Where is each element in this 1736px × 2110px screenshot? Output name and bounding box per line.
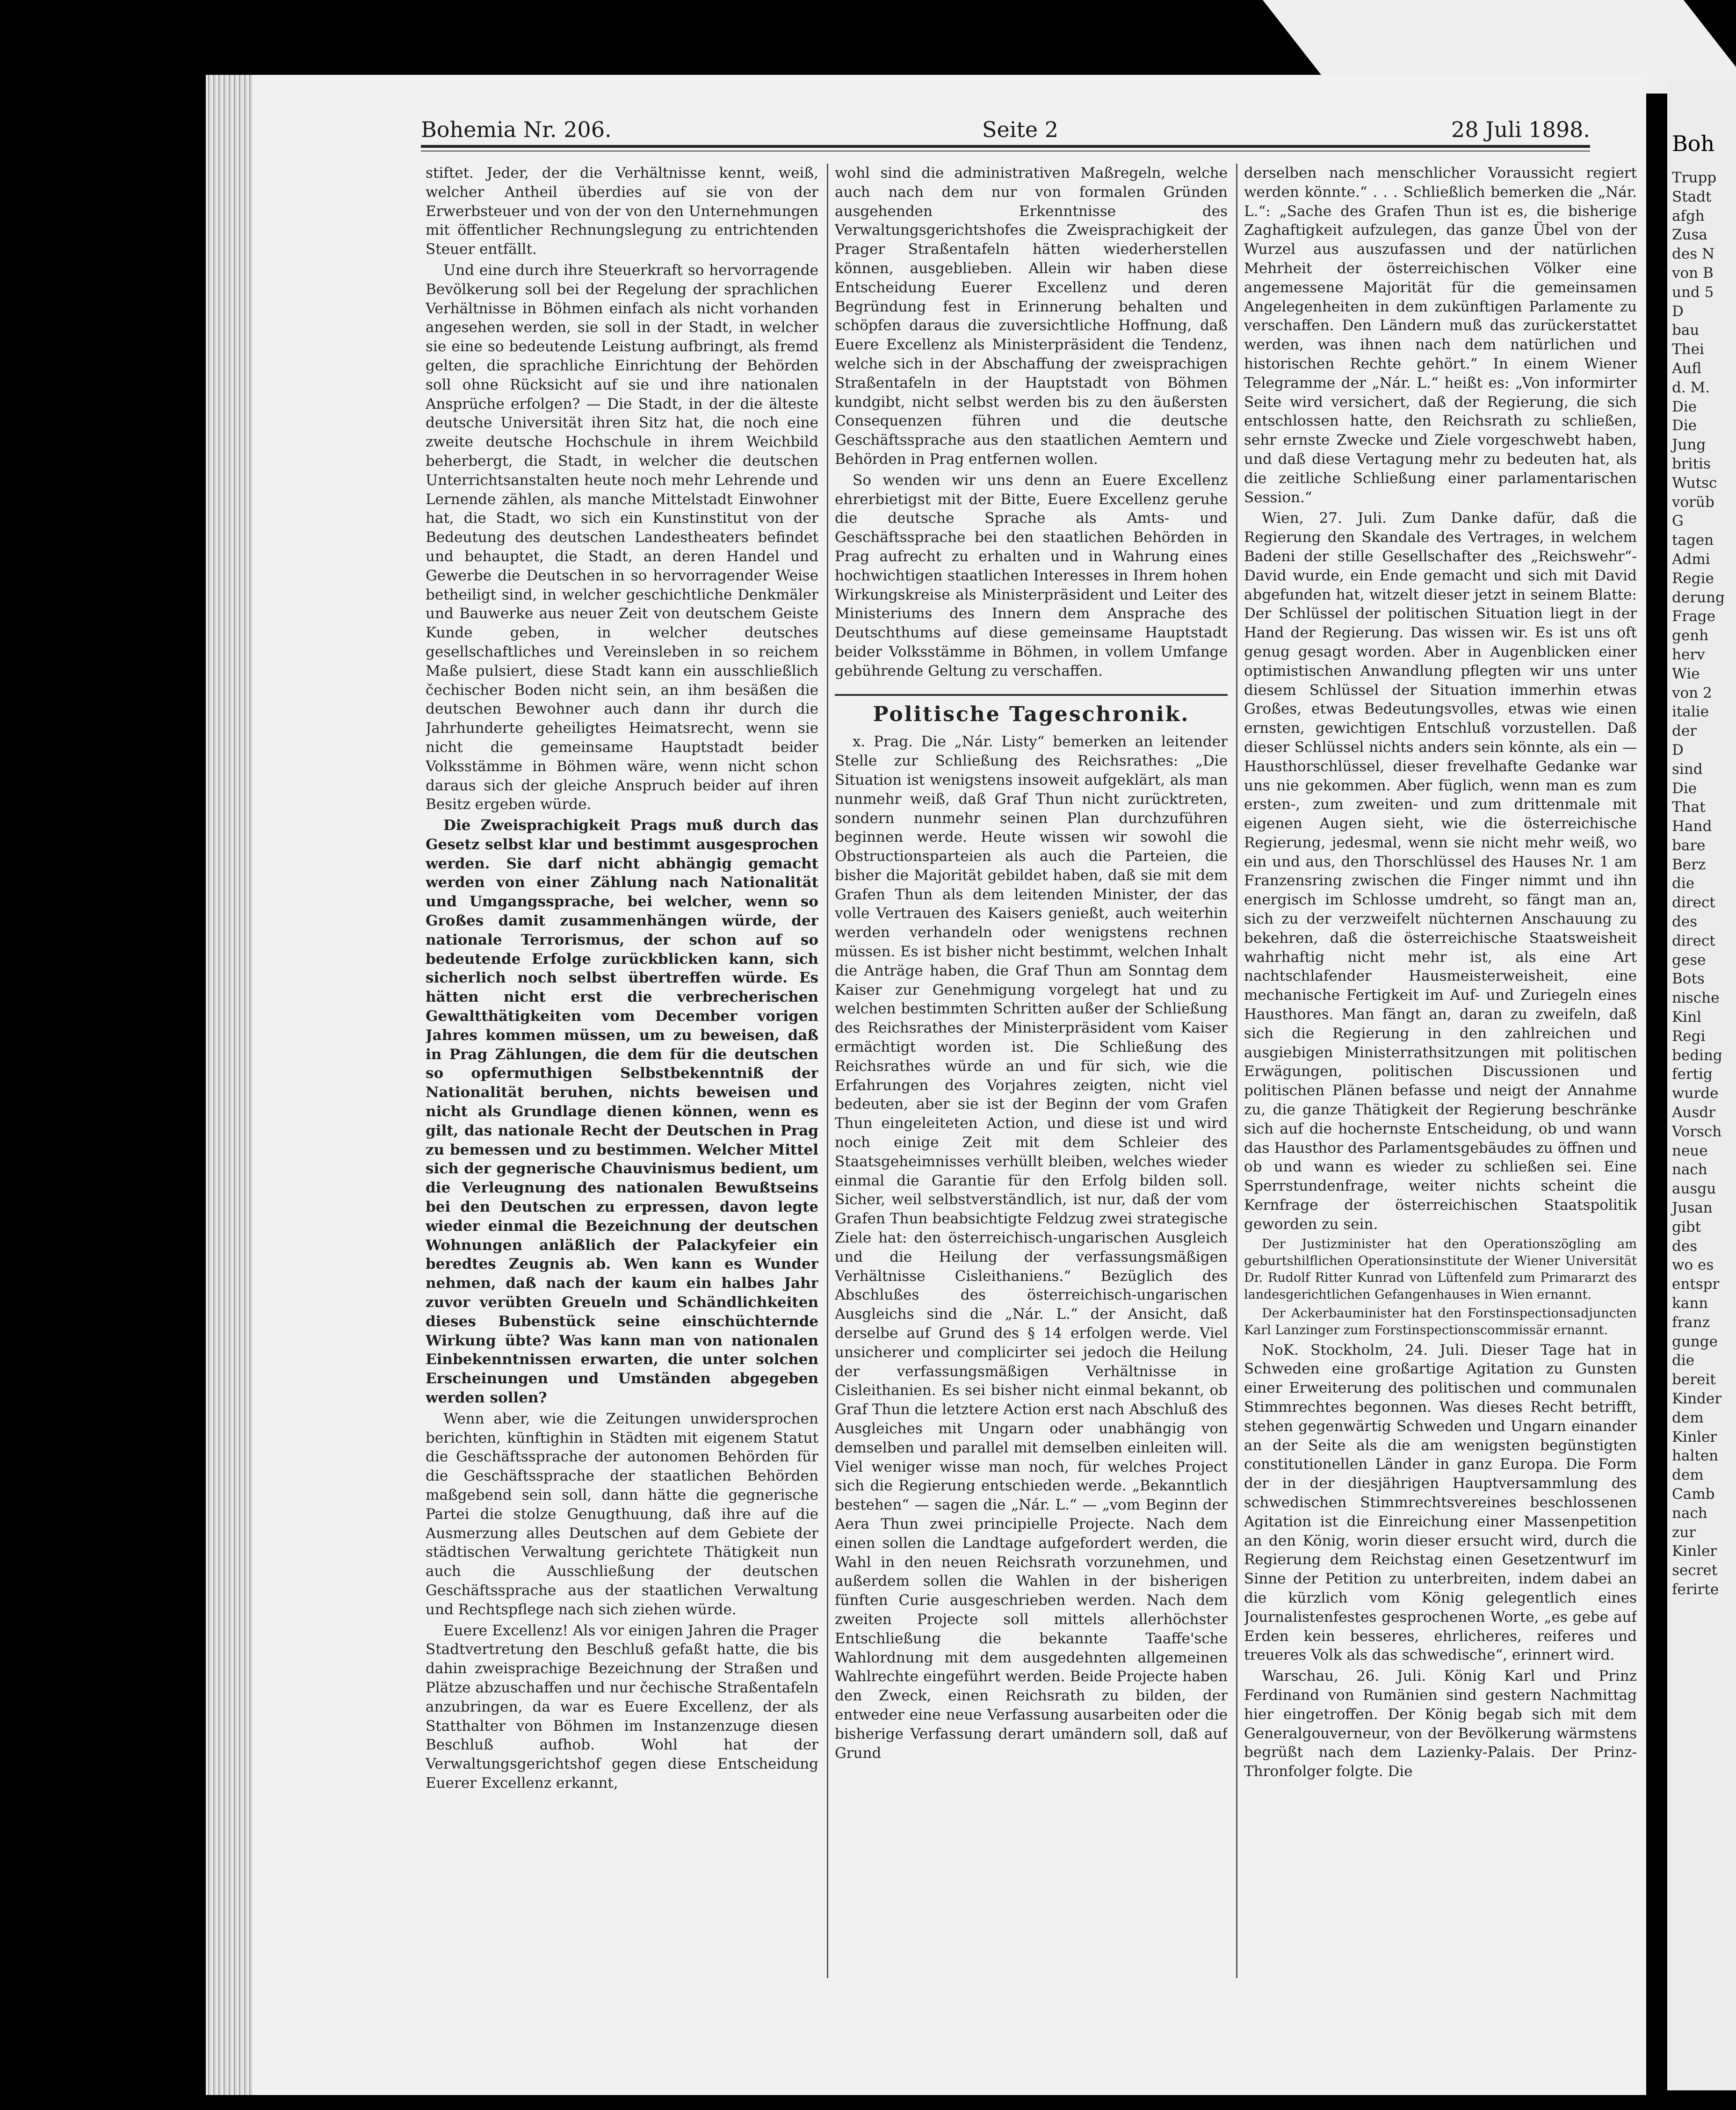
header-date: 28 Juli 1898. (1451, 117, 1590, 142)
next-page-line: d. M. (1672, 379, 1710, 396)
next-page-line: franz (1672, 1314, 1710, 1331)
paragraph: NoK. Stockholm, 24. Juli. Dieser Tage hat in Schweden eine großartige Agitation zu Gunsten einer Erweiterung des politischen und communalen Stimmrechtes begonnen. Was dieses Recht betrifft, stehen gegenwärtig Schweden und Ungarn einander an der Seite als die am wenigsten begünstigten constitutionellen Länder in ganz Europa. Die Form der in der diesjährigen Hauptversammlung des schwedischen Stimmrechtsvereines beschlossenen Agitation ist die Einreichung einer Massenpetition an den König, worin dieser ersucht wird, durch die Regierung dem Reichstag einen Gesetzentwurf im Sinne der Petition zu unterbreiten, indem dabei an die kürzlich vom König gelegentlich eines Journalistenfestes gesprochenen Worte, „es gebe auf Erden kein besseres, ehrlicheres, reiferes und treueres Volk als das schwedische“, erinnert wird. (1244, 1341, 1637, 1664)
column-3 (1244, 164, 1637, 1978)
next-page-line: die (1672, 1352, 1695, 1369)
next-page-line: gunge (1672, 1333, 1718, 1350)
paragraph: Wenn aber, wie die Zeitungen unwidersprochen berichten, künftighin in Städten mit eigenem Statut die Geschäftssprache der autonomen Behörden für die Geschäftssprache der staatlichen Behörden maßgebend sein soll, dann hätte die gegnerische Partei die stolze Genugthuung, daß ihre auf die Ausmerzung alles Deutschen auf dem Gebiete der städtischen Verwaltung gerichtete Thätigkeit nun auch die Ausschließung der deutschen Geschäftssprache aus der staatlichen Verwaltung und Rechtspflege nach sich ziehen würde. (426, 1410, 818, 1618)
next-page-line: des N (1672, 246, 1715, 263)
next-page-line: genh (1672, 627, 1709, 644)
next-page-line: Ausdr (1672, 1104, 1715, 1121)
next-page-line: sind (1672, 760, 1703, 778)
next-page-line: neue (1672, 1142, 1708, 1159)
column-2 (835, 164, 1228, 1978)
header-rule-thin (421, 151, 1590, 152)
paragraph: Euere Excellenz! Als vor einigen Jahren die Prager Stadtvertretung den Beschluß gefaßt hatte, die bis dahin zweisprachige Bezeichnung der Straßen und Plätze abzuschaffen und nur čechische Straßentafeln anzubringen, da war es Euere Excellenz, der als Statthalter von Böhmen im Instanzenzuge diesen Beschluß aufhob. Wohl hat der Verwaltungsgerichtshof gegen diese Entscheidung Euerer Excellenz erkannt, (426, 1622, 818, 1792)
next-page-line: nach (1672, 1161, 1707, 1178)
next-page-line: ausgu (1672, 1180, 1716, 1198)
header-paper-number: Bohemia Nr. 206. (421, 117, 612, 142)
paragraph: Der Justizminister hat den Operationszögling am geburtshilflichen Operationsinstitute der Wiener Universität Dr. Rudolf Ritter Kunrad von Lüftenfeld zum Primararzt des landesgerichtlichen Gefangenhauses in Wien ernannt. (1244, 1236, 1637, 1302)
next-page-line: Jung (1672, 436, 1706, 454)
next-page-line: wo es (1672, 1257, 1714, 1274)
paragraph: So wenden wir uns denn an Euere Excellenz ehrerbietigst mit der Bitte, Euere Excellenz geruhe die deutsche Sprache als Amts- und Geschäftssprache bei den staatlichen Behörden in Prag aufrecht zu erhalten und in Wahrung eines hochwichtigen staatlichen Interesses in Ihrem hohen Wirkungskreise als Ministerpräsident und Leiter des Ministeriums des Innern dem Ansprache des Deutschthums auf diese gemeinsame Hauptstadt beider Volksstämme in Böhmen, in vollem Umfange gebührende Geltung zu verschaffen. (835, 471, 1228, 679)
next-page-line: tagen (1672, 532, 1714, 549)
next-page-line: Kinder (1672, 1390, 1722, 1407)
next-page-line: ferirte (1672, 1581, 1719, 1598)
next-page-line: und 5 (1672, 283, 1714, 301)
next-page-line: D (1672, 303, 1684, 320)
next-page-line: Kinler (1672, 1543, 1717, 1560)
page-header (421, 117, 1590, 145)
column-1 (426, 164, 818, 1978)
paragraph: Die Zweisprachigkeit Prags muß durch das Gesetz selbst klar und bestimmt ausgesprochen werden. Sie darf nicht abhängig gemacht werden von einer Zählung nach Nationalität und Umgangssprache, bei welcher, wenn so Großes damit zusammenhängen würde, der nationale Terrorismus, der schon auf so bedeutende Erfolge zurückblicken kann, sich sicherlich noch selbst übertreffen würde. Es hätten nicht erst die verbrecherischen Gewaltthätigkeiten vom December vorigen Jahres kommen müssen, um zu beweisen, daß in Prag Zählungen, die dem für die deutschen so opfermuthigen Selbstbekenntniß der Nationalität beruhen, nichts beweisen und nicht als Grundlage dienen können, wenn es gilt, das nationale Recht der Deutschen in Prag zu bemessen und zu bestimmen. Welcher Mittel sich der gegnerische Chauvinismus bedient, um die Verleugnung des nationalen Bewußtseins bei den Deutschen zu erpressen, davon legte wieder einmal die Bezeichnung der deutschen Wohnungen anläßlich der Palackyfeier ein beredtes Zeugnis ab. Wen kann es Wunder nehmen, daß nach der kaum ein halbes Jahr zuvor verübten Greueln und Schändlichkeiten dieses Bubenstück seine einschüchternde Wirkung übte? Was kann man von nationalen Einbekenntnissen erwarten, die unter solchen Erscheinungen und Umständen abgegeben werden sollen? (426, 817, 818, 1406)
next-page-line: zur (1672, 1524, 1696, 1541)
next-page-line: Aufl (1672, 360, 1702, 377)
next-page-line: Kinl (1672, 1009, 1701, 1026)
next-page-lines (1672, 168, 1736, 1599)
next-page-line: D (1672, 741, 1684, 759)
next-page-line: von 2 (1672, 684, 1712, 701)
next-page-line: nische (1672, 990, 1720, 1007)
next-page-line: von B (1672, 264, 1714, 282)
next-page-header: Boh (1672, 131, 1715, 156)
next-page-line: Zusa (1672, 226, 1707, 244)
next-page-line: herv (1672, 646, 1705, 663)
next-page-line: bereit (1672, 1371, 1716, 1388)
next-page-line: Kinler (1672, 1428, 1717, 1445)
next-page-line: Stadt (1672, 188, 1712, 205)
paragraph: stiftet. Jeder, der die Verhältnisse kennt, weiß, welcher Antheil überdies auf sie von der Erwerbsteuer und von der von den Unternehmungen mit öffentlicher Rechnungslegung zu entrichtenden Steuer entfällt. (426, 165, 818, 258)
next-page-line: Die (1672, 417, 1697, 434)
next-page-line: der (1672, 723, 1697, 740)
next-page-line: G (1672, 513, 1684, 530)
next-page-line: Vorsch (1672, 1123, 1722, 1140)
paragraph: Wien, 27. Juli. Zum Danke dafür, daß die Regierung den Skandale des Vertrages, in welchem Badeni der stille Gesellschafter des „Reichswehr“-David wurde, ein Ende gemacht und sich mit David abgefunden hat, witzelt dieser jetzt in seinem Blatte: Der Schlüssel der politischen Situation liegt in der Hand der Regierung. Das wissen wir. Es ist uns oft genug gesagt worden. Aber in Augenblicken einer optimistischen Anwandlung pflegten wir uns unter diesem Schlüssel der Situation immerhin etwas Großes, etwas Bedeutungsvolles, etwas wie einen ernsten, gewichtigen Entschluß vorzustellen. Daß dieser Schlüssel nichts anders sein könnte, als ein — Hausthorschlüssel, dieser frevelhafte Gedanke war uns nie gekommen. Aber füglich, wenn man es zum ersten-, zum zweiten- und zum drittenmale mit eigenen Augen sieht, wie die österreichische Regierung, jedesmal, wenn sie nicht mehr weiß, wo ein und aus, den Thorschlüssel des Hauses Nr. 1 am Franzensring zwischen die Finger nimmt und ihn energisch im Schlosse umdreht, so fängt man an, sich zu der verzweifelt nüchternen Anschauung zu bekehren, daß die österreichische Staatsweisheit wahrhaftig nicht mehr ist, als eine Art nachtschlafender Hausmeisterweisheit, eine mechanische Fertigkeit im Auf- und Zuriegeln eines Hausthores. Man fängt an, daran zu zweifeln, daß sich die Regierung in den zahlreichen und ausgiebigen Ministerrathsitzungen mit politischen Erwägungen, politischen Discussionen und politischen Plänen befasse und neigt der Annahme zu, die ganze Thätigkeit der Regierung beschränke sich auf die hochernste Entscheidung, ob und wann das Hausthor des Parlamentsgebäudes zu öffnen und ob und wann es wieder zu schließen sei. Eine Sperrstundenfrage, weiter nichts scheint die Kernfrage der österreichischen Staatspolitik geworden zu sein. (1244, 510, 1637, 1233)
next-page-line: Trupp (1672, 169, 1717, 186)
next-page-line: Regi (1672, 1027, 1706, 1045)
newspaper-page (253, 75, 1646, 2095)
next-page-line: gibt (1672, 1218, 1701, 1236)
next-page-line: Wutsc (1672, 474, 1717, 491)
next-page-line: Die (1672, 398, 1697, 415)
next-page-line: Jusan (1672, 1200, 1713, 1217)
column-divider (827, 164, 828, 1978)
next-page-line: nach (1672, 1504, 1707, 1522)
next-page-line: wurde (1672, 1085, 1719, 1102)
next-page-line: dem (1672, 1467, 1704, 1484)
next-page-line: secret (1672, 1562, 1718, 1579)
next-page-line: Berz (1672, 856, 1706, 873)
next-page-line: gese (1672, 951, 1706, 968)
next-page-line: Thei (1672, 341, 1704, 358)
paragraph: Warschau, 26. Juli. König Karl und Prinz Ferdinand von Rumänien sind gestern Nachmittag hier eingetroffen. Der König begab sich mit dem Generalgouverneur, von der Bevölkerung wärmstens begrüßt nach dem Lazienky-Palais. Der Prinz-Thronfolger folgte. Die (1244, 1668, 1637, 1780)
section-title: Politische Tageschronik. (835, 694, 1228, 724)
paragraph: x. Prag. Die „Nár. Listy“ bemerken an leitender Stelle zur Schließung des Reichsrathes: „Die Situation ist wenigstens insoweit aufgeklärt, als man nunmehr weiß, daß Graf Thun nicht zurücktreten, sondern nunmehr seinen Plan durchzuführen beginnen werde. Heute wissen wir sowohl die Obstructionsparteien als auch die Parteien, die bisher die Majorität gebildet haben, daß sie mit dem Grafen Thun als dem leitenden Minister, der das volle Vertrauen des Kaisers genießt, auch weiterhin werden verhandeln oder wenigstens rechnen müssen. Es ist bisher nicht bestimmt, welchen Inhalt die Anträge haben, die Graf Thun am Sonntag dem Kaiser zur Genehmigung vorgelegt hat und zu welchen bestimmten Schritten außer der Schließung des Reichsrathes der Ministerpräsident vom Kaiser ermächtigt worden ist. Die Schließung des Reichsrathes würde an und für sich, wie die Erfahrungen des Vorjahres zeigten, nicht viel bedeuten, aber sie ist der Beginn der vom Grafen Thun eingeleiteten Action, und diese ist und wird noch einige Zeit mit dem Schleier des Staatsgeheimnisses verhüllt bleiben, welches wieder einmal die Garantie für den Erfolg bilden soll. Sicher, weil selbstverständlich, ist nur, daß der vom Grafen Thun beabsichtigte Feldzug zwei strategische Ziele hat: den österreichisch-ungarischen Ausgleich und die Heilung der verfassungsmäßigen Verhältnisse Cisleithaniens.“ Bezüglich des Abschlußes des österreichisch-ungarischen Ausgleichs sind die „Nár. L.“ der Ansicht, daß derselbe auf Grund des § 14 erfolgen werde. Viel unsicherer und complicirter sei jedoch die Heilung der verfassungsmäßigen Verhältnisse in Cisleithanien. Es sei bisher nicht einmal bekannt, ob Graf Thun die letztere Action erst nach Abschluß des Ausgleiches mit Ungarn oder unabhängig von demselben und parallel mit demselben einleiten will. Viel weniger wisse man noch, für welches Project sich die Regierung entschieden werde. „Bekanntlich bestehen“ — sagen die „Nár. L.“ — „vom Beginn der Aera Thun zwei principielle Projecte. Nach dem einen sollen die Landtage aufgefordert werden, die Wahl in den neuen Reichsrath vorzunehmen, und außerdem sollen die Wahlen in der bisherigen fünften Curie ausgeschrieben werden. Nach dem zweiten Projecte soll mittels allerhöchster Entschließung die bekannte Taaffe'sche Wahlordnung mit dem ausgedehnten allgemeinen Wahlrechte eingeführt werden. Beide Projecte haben den Zweck, einen Reichsrath zu bilden, der entweder eine neue Verfassung ausarbeiten oder die bisherige Verfassung derart umändern soll, daß auf Grund (835, 733, 1228, 1762)
next-page-line: Wie (1672, 665, 1700, 682)
next-page-line: des (1672, 1237, 1698, 1255)
paragraph: wohl sind die administrativen Maßregeln, welche auch nach dem nur von formalen Gründen ausgehenden Erkenntnisse des Verwaltungsgerichtshofes die Zweisprachigkeit der Prager Straßentafeln hätten wiederherstellen können, ausgeblieben. Allein wir haben diese Entscheidung Euerer Excellenz und deren Begründung fest in Erinnerung behalten und schöpfen daraus die zuversichtliche Hoffnung, daß Euere Excellenz als Ministerpräsident die Tendenz, welche sich in der Abschaffung der zweisprachigen Straßentafeln in der Hauptstadt von Böhmen kundgibt, nicht selbst werden bis zu den äußersten Consequenzen führen und die deutsche Geschäftssprache aus den staatlichen Aemtern und Behörden in Prag entfernen wollen. (835, 165, 1228, 468)
next-page-line: Admi (1672, 550, 1710, 568)
next-page-line: kann (1672, 1295, 1708, 1312)
next-page-line: des (1672, 913, 1698, 931)
next-page-line: dem (1672, 1409, 1704, 1426)
next-page-line: bau (1672, 322, 1700, 339)
paragraph: Der Ackerbauminister hat den Forstinspectionsadjuncten Karl Lanzinger zum Forstinspectionscommissär ernannt. (1244, 1306, 1637, 1337)
column-divider (1236, 164, 1237, 1978)
next-page-line: direct (1672, 894, 1715, 911)
header-rule (421, 145, 1590, 148)
next-page-line: Frage (1672, 608, 1715, 625)
paragraph: Und eine durch ihre Steuerkraft so hervorragende Bevölkerung soll bei der Regelung der sprachlichen Verhältnisse in Böhmen einfach als nicht vorhanden angesehen werden, sie soll in der Stadt, in welcher sie eine so bedeutende Leistung aufbringt, als fremd gelten, die sprachliche Einrichtung der Behörden soll ohne Rücksicht auf sie und ihre nationalen Ansprüche erfolgen? — Die Stadt, in der die älteste deutsche Universität ihren Sitz hat, die noch eine zweite deutsche Hochschule in ihrem Weichbild beherbergt, die Stadt, in welcher die deutschen Unterrichtsanstalten heute noch mehr Lehrende und Lernende zählen, als manche Mittelstadt Einwohner hat, die Stadt, wo sich ein Kunstinstitut von der Bedeutung des deutschen Landestheaters befindet und behauptet, die Stadt, an deren Handel und Gewerbe die Deutschen in so hervorragender Weise betheiligt sind, in welcher geschichtliche Denkmäler und Bauwerke aus neuer Zeit von deutschem Geiste Kunde geben, in welcher deutsches gesellschaftliches und Vereinsleben in so reichem Maße pulsiert, diese Stadt kann ein ausschließlich čechischer Boden nicht sein, an ihm besäßen die deutschen Bewohner auch dann ihr durch die Jahrhunderte geheiligtes Heimatsrecht, wenn sie nicht die gemeinsame Hauptstadt beider Volksstämme in Böhmen wäre, wenn nicht schon daraus sich der gleiche Anspruch beider auf ihren Besitz ergeben würde. (426, 261, 818, 813)
next-page-line: die (1672, 875, 1695, 892)
next-page-line: Hand (1672, 818, 1712, 835)
next-page-line: britis (1672, 455, 1711, 472)
next-page-line: beding (1672, 1047, 1722, 1064)
next-page-line: Bots (1672, 970, 1705, 988)
next-page-line: halten (1672, 1447, 1719, 1465)
next-page-line: Die (1672, 780, 1697, 797)
next-page-fragment (1667, 79, 1736, 2090)
next-page-line: fertig (1672, 1066, 1713, 1083)
paragraph: derselben nach menschlicher Voraussicht regiert werden könnte.“ . . . Schließlich bemerken die „Nár. L.“: „Sache des Grafen Thun ist es, die bisherige Zaghaftigkeit aufzulegen, das ganze Übel von der Wurzel aus auszufassen und der natürlichen Mehrheit der österreichischen Völker eine angemessene Majorität für die gemeinsamen Angelegenheiten in dem zukünftigen Parlamente zu verschaffen. Den Ländern muß das zurückerstattet werden, was ihnen nach dem natürlichen und historischen Rechte gehört.“ In einem Wiener Telegramme der „Nár. L.“ heißt es: „Von informirter Seite wird versichert, daß der Regierung, die sich entschlossen hatte, den Reichsrath zu schließen, sehr ernste Zwecke und Ziele vorgeschwebt haben, und daß diese Vertagung mehr zu bedeuten hat, als die zeitliche Schließung einer parlamentarischen Session.“ (1244, 165, 1637, 506)
next-page-line: bare (1672, 837, 1706, 854)
header-page-number: Seite 2 (982, 117, 1059, 142)
next-page-line: afgh (1672, 207, 1705, 224)
next-page-line: That (1672, 799, 1706, 816)
next-page-line: vorüb (1672, 493, 1714, 511)
next-page-line: Camb (1672, 1485, 1715, 1503)
next-page-line: italie (1672, 703, 1709, 721)
next-page-line: entspr (1672, 1276, 1720, 1293)
next-page-line: derung (1672, 589, 1725, 606)
next-page-line: Regie (1672, 570, 1714, 587)
next-page-line: direct (1672, 932, 1715, 949)
